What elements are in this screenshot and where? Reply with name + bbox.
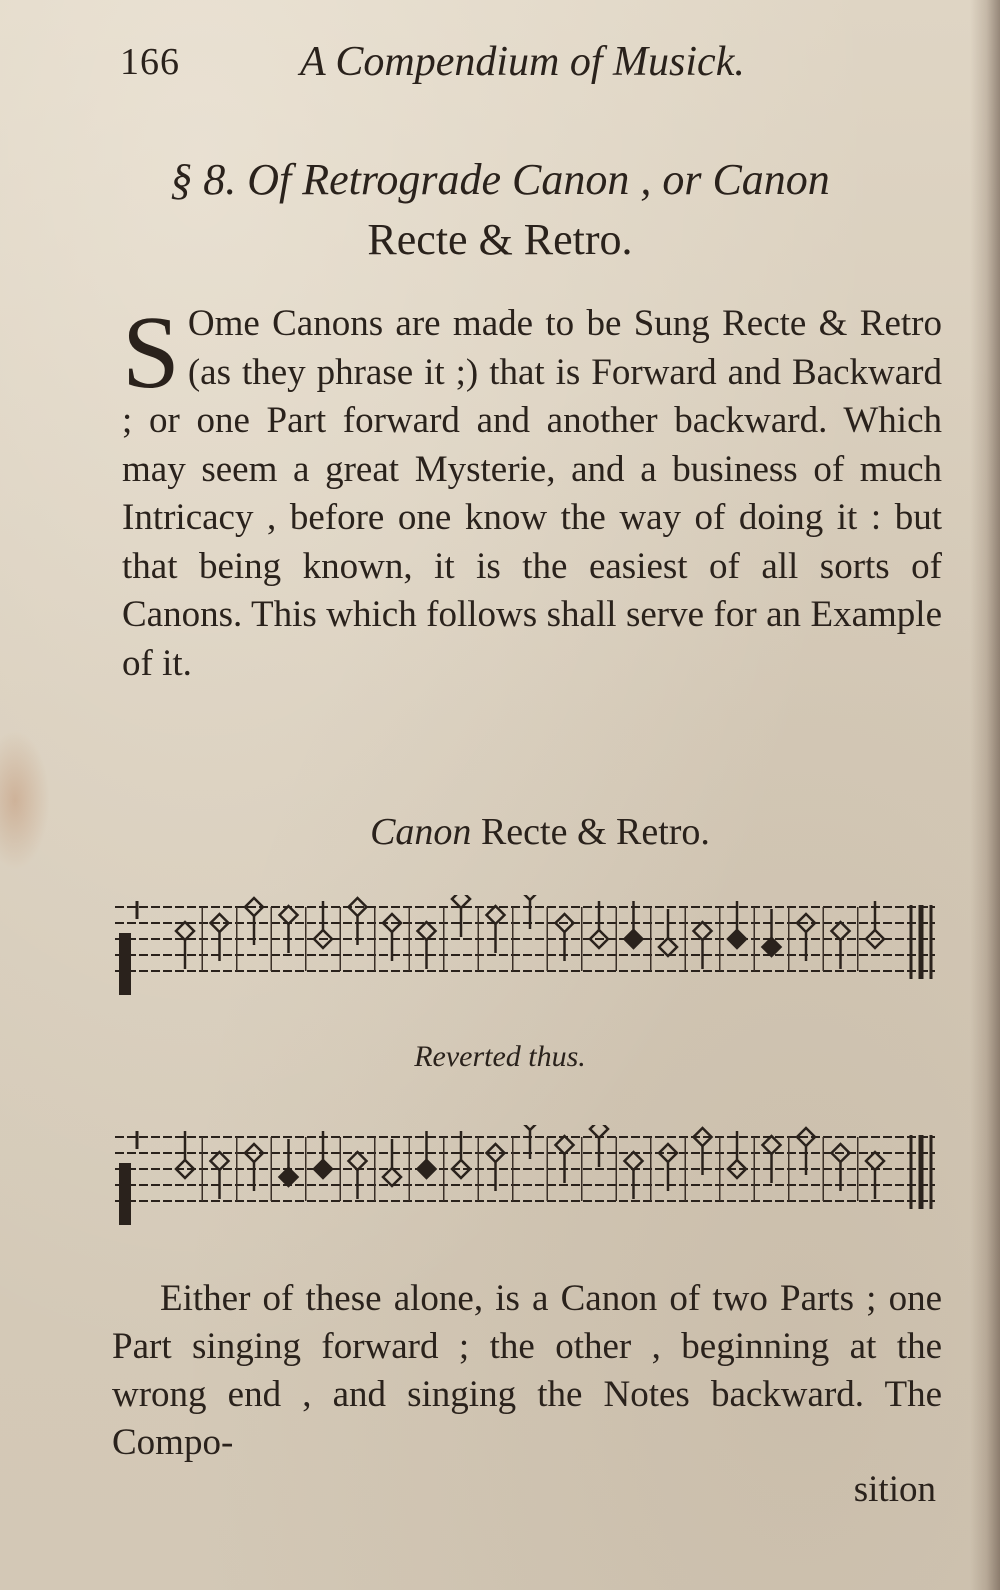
staff1-note — [176, 922, 194, 940]
staff1-note — [832, 922, 850, 940]
staff2-clef — [119, 1163, 131, 1225]
music-staff-reverted — [115, 1125, 945, 1235]
example-caption-italic: Canon — [370, 811, 472, 853]
staff2-note — [866, 1152, 884, 1170]
drop-cap: S — [122, 295, 180, 410]
staff2-note — [521, 1125, 539, 1130]
staff2-note — [314, 1160, 332, 1178]
section-title — [0, 150, 1000, 270]
staff1-clef — [119, 933, 131, 995]
paragraph-explanation-text: Either of these alone, is a Canon of two Parts ; one Part singing forward ; the other , beginning at the wrong end , and singing the Notes backward. The Compo- — [112, 1278, 942, 1463]
staff2-note — [383, 1168, 401, 1186]
staff2-note — [349, 1152, 367, 1170]
staff2-note — [211, 1152, 229, 1170]
staff2-note — [556, 1136, 574, 1154]
section-title-line1: § 8. Of Retrograde Canon , or Canon — [170, 155, 830, 204]
running-head — [0, 30, 1000, 100]
paragraph-intro — [122, 295, 942, 688]
staff1-note — [659, 938, 677, 956]
example-caption-reverted: Reverted thus. — [414, 1040, 586, 1073]
section-title-line2: Recte & Retro. — [367, 215, 633, 264]
staff1-note — [521, 895, 539, 900]
catchword: sition — [853, 1469, 936, 1510]
staff1-note — [418, 922, 436, 940]
example-caption-canon — [40, 810, 1000, 854]
paragraph-explanation — [112, 1275, 942, 1467]
paragraph-intro-text: Ome Canons are made to be Sung Recte & Retro (as they phrase it ;) that is Forward and Backward ; or one Part forward and another backward. Which may seem a great Mysterie, and a business of much Intricacy , before one know the way of doing it : but that being known, it is the easiest of all sorts of Canons. This which follows shall serve for an Example of it. — [122, 303, 942, 684]
staff1-note — [487, 906, 505, 924]
music-staff-forward — [115, 895, 945, 1005]
staff1-note — [728, 930, 746, 948]
staff1-note — [280, 906, 298, 924]
staff1-note — [694, 922, 712, 940]
staff1-note — [763, 938, 781, 956]
staff2-note — [418, 1160, 436, 1178]
running-title: A Compendium of Musick. — [300, 39, 745, 85]
example-caption-rest: Recte & Retro. — [471, 811, 710, 853]
staff2-note — [763, 1136, 781, 1154]
staff2-note — [280, 1168, 298, 1186]
page-number: 166 — [120, 41, 180, 83]
staff1-note — [625, 930, 643, 948]
staff2-note — [625, 1152, 643, 1170]
